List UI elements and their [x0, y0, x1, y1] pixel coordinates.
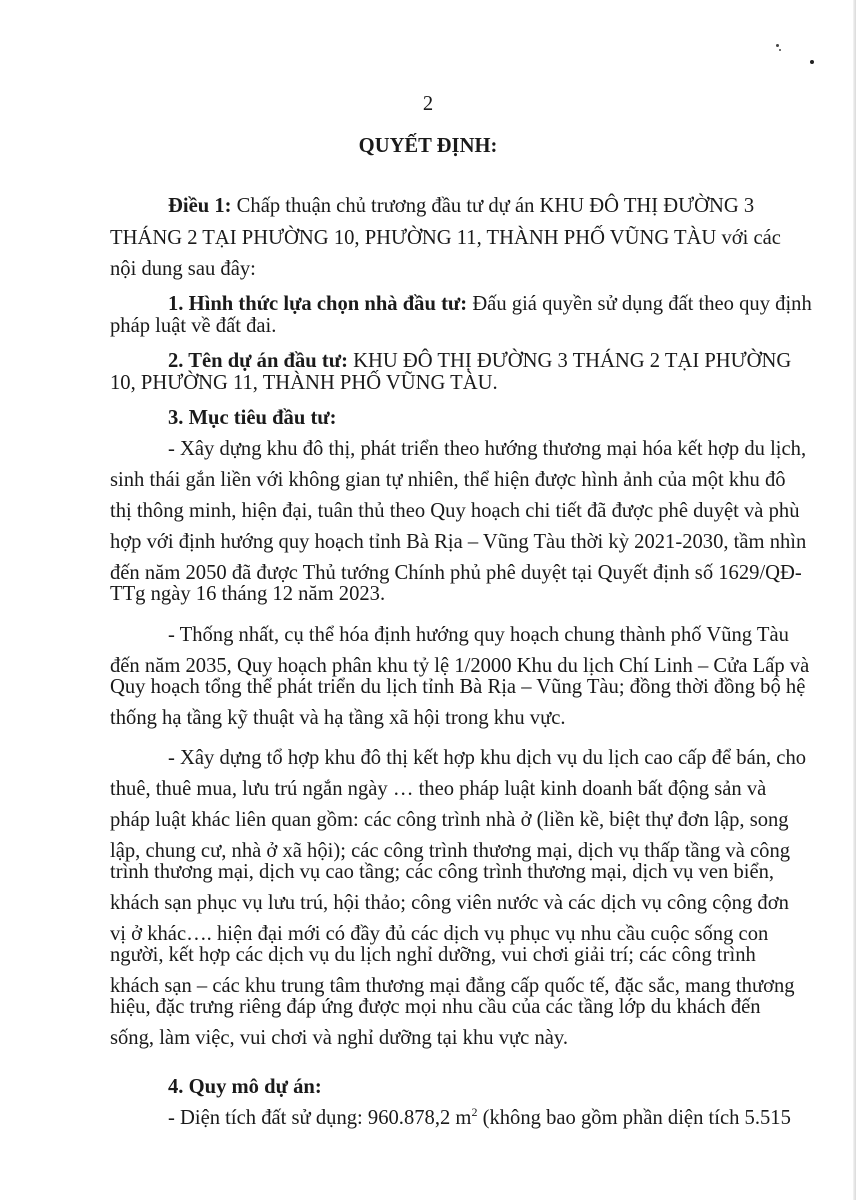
- section-4-line-1: - Diện tích đất sử dụng: 960.878,2 $m^2$ (không bao gồm phần diện tích 5.515: [168, 1105, 791, 1129]
- section-3-para-3-line: người, kết hợp các dịch vụ du lịch nghỉ dưỡng, vui chơi giải trí; các công trình: [110, 944, 756, 966]
- section-3-para-1-line: TTg ngày 16 tháng 12 năm 2023.: [110, 583, 386, 605]
- section-3-para-2-line: đến năm 2035, Quy hoạch phân khu tỷ lệ 1/2000 Khu du lịch Chí Linh – Cửa Lấp và: [110, 655, 810, 677]
- scan-speck: [810, 60, 814, 64]
- section-3-para-2-line: - Thống nhất, cụ thể hóa định hướng quy hoạch chung thành phố Vũng Tàu: [168, 624, 789, 646]
- article-1-line-3: nội dung sau đây:: [110, 258, 256, 280]
- section-3-para-3-line: trình thương mại, dịch vụ cao tầng; các công trình thương mại, dịch vụ ven biển,: [110, 861, 775, 883]
- section-2-line-2: 10, PHƯỜNG 11, THÀNH PHỐ VŨNG TÀU.: [110, 372, 498, 394]
- section-3-para-1-line: hợp với định hướng quy hoạch tỉnh Bà Rịa – Vũng Tàu thời kỳ 2021-2030, tầm nhìn: [110, 531, 807, 553]
- section-3-para-3-line: lập, chung cư, nhà ở xã hội); các công trình thương mại, dịch vụ thấp tầng và công: [110, 840, 791, 862]
- section-2-label: 2. Tên dự án đầu tư:: [168, 350, 348, 372]
- scan-speck: [776, 44, 779, 47]
- section-3-para-3-line: - Xây dựng tổ hợp khu đô thị kết hợp khu dịch vụ du lịch cao cấp để bán, cho: [168, 747, 807, 769]
- section-3-para-2-line: thống hạ tầng kỹ thuật và hạ tầng xã hội trong khu vực.: [110, 707, 566, 729]
- article-1-line-2: THÁNG 2 TẠI PHƯỜNG 10, PHƯỜNG 11, THÀNH PHỐ VŨNG TÀU với các: [110, 227, 781, 249]
- section-3-para-1-line: - Xây dựng khu đô thị, phát triển theo hướng thương mại hóa kết hợp du lịch,: [168, 438, 807, 460]
- section-3-para-3-line: khách sạn – các khu trung tâm thương mại đẳng cấp quốc tế, đặc sắc, mang thương: [110, 975, 795, 997]
- section-3-para-3-line: vị ở khác…. hiện đại mới có đầy đủ các dịch vụ phục vụ nhu cầu cuộc sống con: [110, 923, 769, 945]
- section-1-line-1: 1. Hình thức lựa chọn nhà đầu tư: Đấu giá quyền sử dụng đất theo quy định: [168, 293, 812, 315]
- section-3-para-3-line: sống, làm việc, vui chơi và nghỉ dưỡng tại khu vực này.: [110, 1027, 568, 1049]
- section-2-line-1: 2. Tên dự án đầu tư: KHU ĐÔ THỊ ĐƯỜNG 3 THÁNG 2 TẠI PHƯỜNG: [168, 350, 792, 372]
- section-3-para-3-line: khách sạn phục vụ lưu trú, hội thảo; công viên nước và các dịch vụ công cộng đơn: [110, 892, 789, 914]
- section-1-label: 1. Hình thức lựa chọn nhà đầu tư:: [168, 293, 468, 315]
- section-3-para-1-line: thị thông minh, hiện đại, tuân thủ theo Quy hoạch chi tiết đã được phê duyệt và phù: [110, 500, 800, 522]
- article-1-label: Điều 1:: [168, 195, 232, 217]
- page-number: 2: [422, 93, 434, 115]
- section-3-para-2-line: Quy hoạch tổng thể phát triển du lịch tỉnh Bà Rịa – Vũng Tàu; đồng thời đồng bộ hệ: [110, 676, 806, 698]
- section-3-label: 3. Mục tiêu đầu tư:: [168, 407, 337, 429]
- section-3-para-3-line: hiệu, đặc trưng riêng đáp ứng được mọi nhu cầu của các tầng lớp du khách đến: [110, 996, 761, 1018]
- document-heading: QUYẾT ĐỊNH:: [358, 135, 498, 157]
- article-1-line-1: Điều 1: Chấp thuận chủ trương đầu tư dự án KHU ĐÔ THỊ ĐƯỜNG 3: [168, 195, 755, 217]
- section-3-para-3-line: pháp luật khác liên quan gồm: các công trình nhà ở (liền kề, biệt thự đơn lập, song: [110, 809, 789, 831]
- section-3-para-3-line: thuê, thuê mua, lưu trú ngắn ngày … theo pháp luật kinh doanh bất động sản và: [110, 778, 767, 800]
- square-meter-superscript: 2: [471, 1105, 478, 1119]
- section-3-para-1-line: đến năm 2050 đã được Thủ tướng Chính phủ phê duyệt tại Quyết định số 1629/QĐ-: [110, 562, 802, 584]
- section-4-label: 4. Quy mô dự án:: [168, 1076, 322, 1098]
- scan-speck: [779, 49, 781, 51]
- section-3-para-1-line: sinh thái gắn liền với không gian tự nhiên, thể hiện được hình ảnh của một khu đô: [110, 469, 786, 491]
- section-1-line-2: pháp luật về đất đai.: [110, 315, 277, 337]
